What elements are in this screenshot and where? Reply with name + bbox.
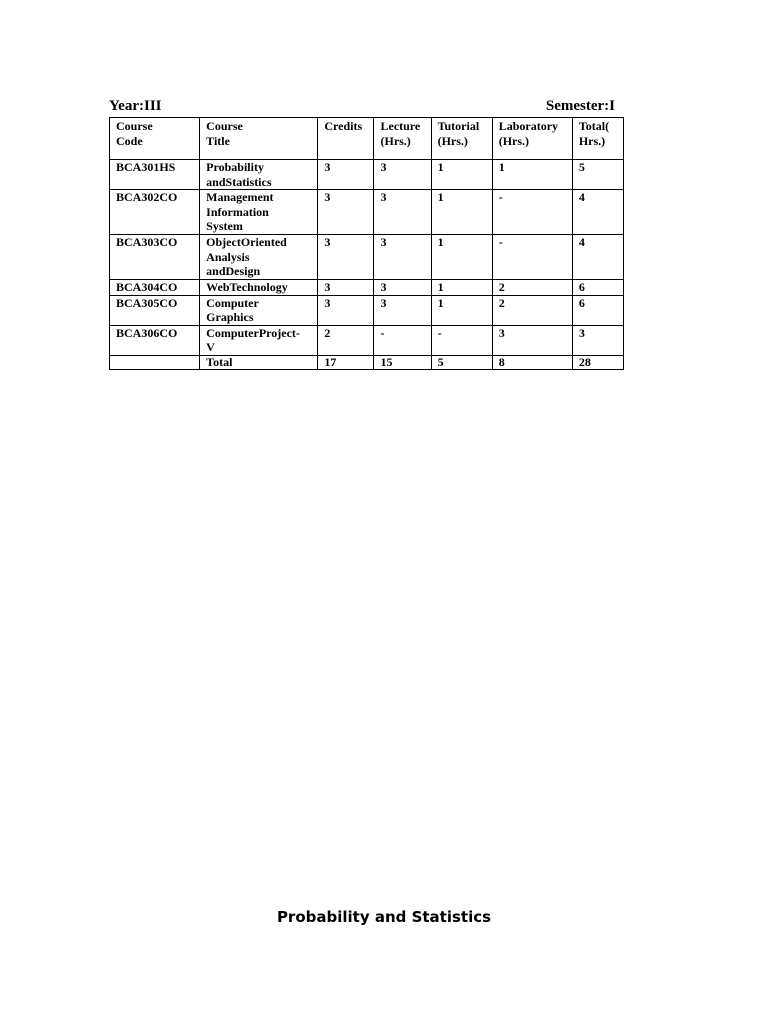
course-title-cell: [200, 325, 318, 355]
lecture-cell: 3: [374, 160, 431, 190]
header-course-code: [110, 118, 200, 160]
credits-cell: 3: [318, 295, 374, 325]
total-laboratory-cell: 8: [492, 355, 572, 369]
laboratory-cell: 2: [492, 295, 572, 325]
lecture-cell: 3: [374, 235, 431, 280]
lecture-cell: -: [374, 325, 431, 355]
header-text: Course: [206, 119, 243, 133]
table-row: [110, 325, 624, 355]
laboratory-cell: 1: [492, 160, 572, 190]
table-row: [110, 295, 624, 325]
total-cell: 6: [572, 295, 623, 325]
table-body: [110, 160, 624, 370]
table-total-row: [110, 355, 624, 369]
tutorial-cell: 1: [431, 160, 492, 190]
course-title-line: Probability: [206, 160, 264, 174]
course-title-cell: [200, 295, 318, 325]
header-credits: [318, 118, 374, 160]
header-laboratory: [492, 118, 572, 160]
total-cell: 3: [572, 325, 623, 355]
tutorial-cell: -: [431, 325, 492, 355]
header-text: (Hrs.): [380, 133, 411, 148]
course-title-cell: [200, 280, 318, 296]
total-cell: 5: [572, 160, 623, 190]
course-title-line: Computer: [206, 295, 259, 310]
section-title: Probability and Statistics: [276, 908, 492, 926]
header-text: Hrs.): [578, 133, 606, 148]
header-lecture: [374, 118, 431, 160]
course-title-cell: [200, 160, 318, 190]
total-tutorial-cell: 5: [431, 355, 492, 369]
header-tutorial: [431, 118, 492, 160]
credits-cell: 3: [318, 280, 374, 296]
lecture-cell: 3: [374, 280, 431, 296]
course-table: [109, 117, 624, 370]
tutorial-cell: 1: [431, 190, 492, 235]
laboratory-cell: -: [492, 190, 572, 235]
header-text: Course: [116, 119, 153, 133]
total-title-cell: Total: [200, 355, 318, 369]
header-text: Laboratory: [498, 119, 559, 133]
course-title-line: Information: [206, 204, 269, 219]
header-text: (Hrs.): [498, 133, 530, 148]
table-row: [110, 235, 624, 280]
table-row: [110, 190, 624, 235]
course-title-line: andStatistics: [206, 174, 272, 189]
total-lecture-cell: 15: [374, 355, 431, 369]
course-title-line: V: [206, 340, 215, 354]
tutorial-cell: 1: [431, 295, 492, 325]
header-total: [572, 118, 623, 160]
tutorial-cell: 1: [431, 280, 492, 296]
course-title-line: andDesign: [206, 264, 261, 278]
laboratory-cell: 3: [492, 325, 572, 355]
course-title-line: System: [206, 219, 243, 233]
laboratory-cell: 2: [492, 280, 572, 296]
course-code-cell: BCA305CO: [110, 295, 200, 325]
table-row: [110, 280, 624, 296]
credits-cell: 3: [318, 190, 374, 235]
course-title-line: ComputerProject-: [206, 325, 300, 340]
year-label: Year:III: [109, 98, 162, 114]
table-row: [110, 160, 624, 190]
course-title-line: WebTechnology: [206, 280, 288, 294]
course-title-line: ObjectOriented: [206, 235, 287, 249]
semester-label: Semester:I: [545, 98, 615, 114]
course-code-cell: BCA306CO: [110, 325, 200, 355]
header-text: Tutorial: [437, 119, 480, 133]
table-header-row: [110, 118, 624, 160]
credits-cell: 3: [318, 160, 374, 190]
course-title-line: Analysis: [206, 249, 250, 264]
total-total-cell: 28: [572, 355, 623, 369]
total-cell: 4: [572, 190, 623, 235]
total-cell: 4: [572, 235, 623, 280]
course-title-line: Management: [206, 190, 274, 204]
total-cell: 6: [572, 280, 623, 296]
header-text: (Hrs.): [437, 133, 468, 148]
total-credits-cell: 17: [318, 355, 374, 369]
tutorial-cell: 1: [431, 235, 492, 280]
credits-cell: 2: [318, 325, 374, 355]
header-text: Code: [116, 133, 143, 148]
header-text: Total(: [578, 119, 610, 133]
header-text: Title: [206, 133, 230, 148]
credits-cell: 3: [318, 235, 374, 280]
course-title-cell: [200, 190, 318, 235]
course-title-line: Graphics: [206, 310, 254, 324]
course-code-cell: BCA302CO: [110, 190, 200, 235]
header-text: Credits: [324, 119, 363, 133]
total-code-cell: [110, 355, 200, 369]
course-code-cell: BCA303CO: [110, 235, 200, 280]
header-course-title: [200, 118, 318, 160]
lecture-cell: 3: [374, 295, 431, 325]
page-header: [109, 98, 615, 118]
header-text: Lecture: [380, 119, 421, 133]
course-title-cell: [200, 235, 318, 280]
course-code-cell: BCA301HS: [110, 160, 200, 190]
course-code-cell: BCA304CO: [110, 280, 200, 296]
lecture-cell: 3: [374, 190, 431, 235]
laboratory-cell: -: [492, 235, 572, 280]
